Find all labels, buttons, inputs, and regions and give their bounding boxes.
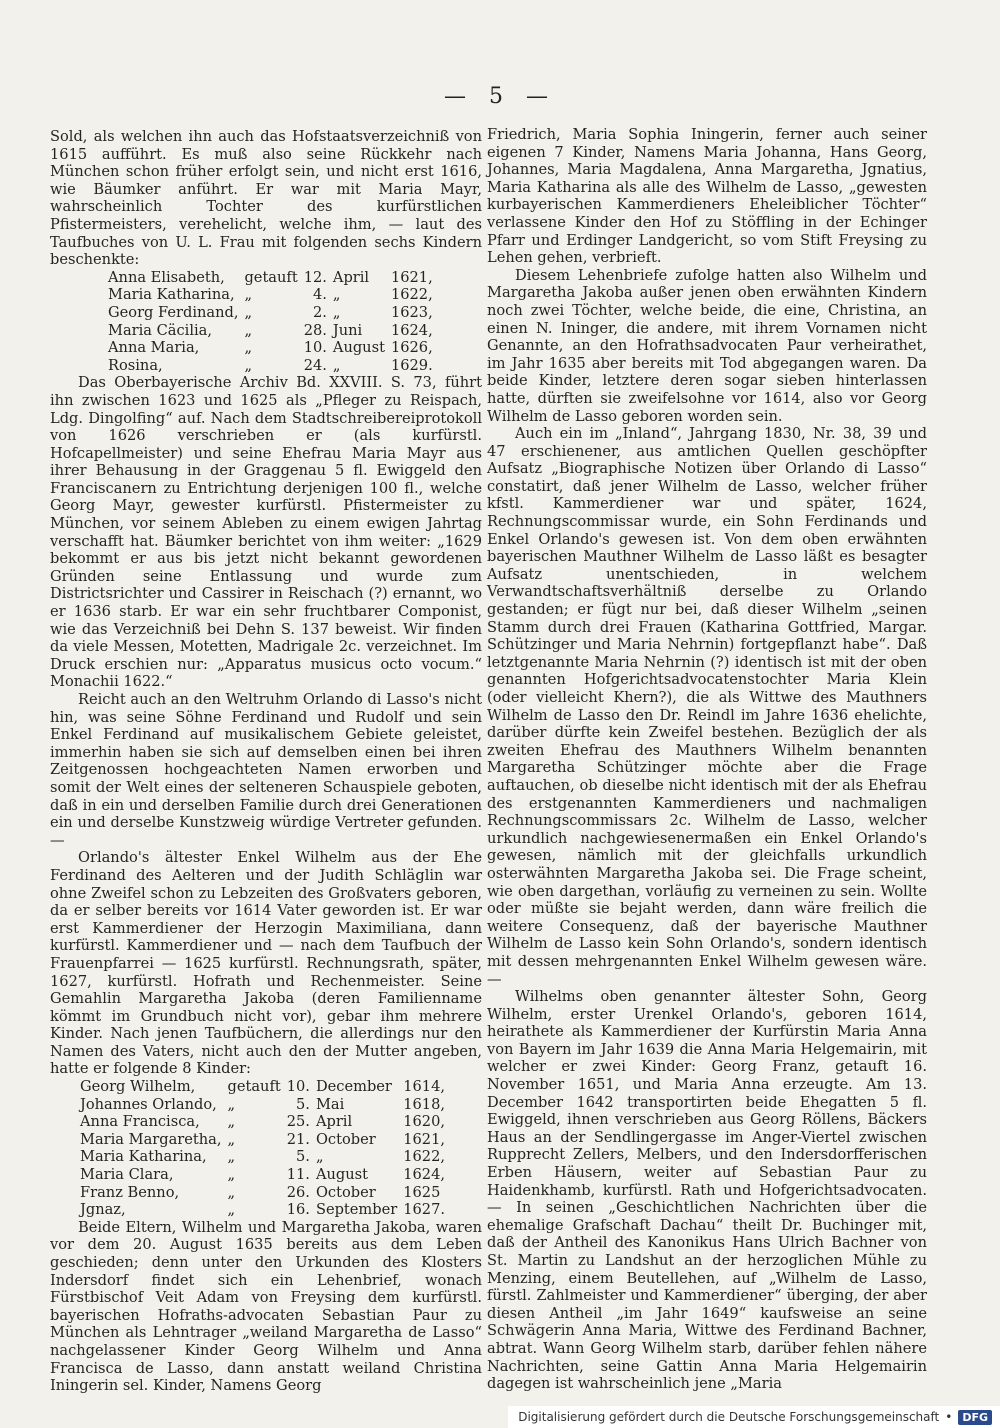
baptism-row <box>80 1131 451 1149</box>
baptism-day: 12. <box>303 268 327 286</box>
paragraph: Das Oberbayerische Archiv Bd. XXVIII. S. 73, führt ihn zwischen 1623 und 1625 als „Pfleger zu Reispach, Ldg. Dingolfing“ auf. Nach dem Stadtschreibereiprotokoll von 1626 verschrieben er (als kurfürstl. Hofcapellmeister) und seine Ehefrau Maria Mayr aus ihrer Behausung in der Graggenau 5 fl. Ewiggeld den Franciscanern zu Entrichtung derjenigen 100 fl., welche Georg Mayr, gewester kurfürstl. Pfistermeister zu München, vor seinem Ableben zu einem ewigen Jahrtag verschafft hat. Bäumker berichtet von ihm weiter: „1629 bekommt er aus bis jetzt nicht bekannt gewordenen Gründen seine Entlassung und wurde zum Districtsrichter und Cassirer in Reischach (?) ernannt, wo er 1636 starb. Er war ein sehr fruchtbarer Componist, wie das Verzeichniß bei Dehn S. 137 beweist. Wir finden da viele Messen, Motetten, Madrigale 2c. verzeichnet. Im Druck erschien nur: „Apparatus musicus octo vocum.“ Monachii 1622.“ <box>50 374 482 691</box>
baptism-row <box>108 322 439 340</box>
baptism-row <box>108 357 439 375</box>
baptism-year: 1626, <box>390 339 433 357</box>
baptism-list-1 <box>108 269 439 375</box>
paragraph: Wilhelms oben genannter ältester Sohn, Georg Wilhelm, erster Urenkel Orlando's, geboren 1614, heirathete als Kammerdiener der Kurfürstin Maria Anna von Bayern im Jahr 1639 die Anna Maria Helgemairin, mit welcher er zwei Kinder: Georg Franz, getauft 16. November 1651, und Maria Anna erzeugte. Am 13. December 1642 transportirten beide Ehegatten 5 fl. Ewiggeld, ihnen verschrieben aus Georg Röllens, Bäckers Haus an der Sendlingergasse im Anger-Viertel zwischen Rupprecht Zellers, Melbers, und den Indersdorfferischen Erben Häusern, weiter auf Sebastian Paur zu Haidenkhamb, kurfürstl. Rath und Hofgerichtsadvocaten. — In seinen „Geschichtlichen Nachrichten über die ehemalige Grafschaft Dachau“ theilt Dr. Buchinger mit, daß der Antheil des Kanonikus Hans Ulrich Bachner von St. Martin zu Landshut an der herzoglichen Mühle zu Menzing, einem Beutellehen, auf „Wilhelm de Lasso, fürstl. Zahlmeister und Kammerdiener“ überging, der aber diesen Antheil „im Jahr 1649“ kaufsweise an seine Schwägerin Anna Maria, Wittwe des Ferdinand Bachner, abtrat. Wann Georg Wilhelm starb, darüber fehlen nähere Nachrichten, seine Gattin Anna Maria Helgemairin dagegen ist wahrscheinlich jene „Maria <box>487 988 927 1393</box>
baptism-row <box>80 1113 451 1131</box>
baptism-label: „ <box>227 1095 236 1113</box>
baptism-month: „ <box>332 356 341 374</box>
baptism-day: 10. <box>303 339 327 357</box>
baptism-month: „ <box>332 286 341 304</box>
baptism-label: „ <box>227 1166 236 1184</box>
paragraph: Diesem Lehenbriefe zufolge hatten also Wilhelm und Margaretha Jakoba außer jenen oben erwähnten Kindern noch zwei Töchter, welche beide, die eine, Christina, an einen N. Ininger, die andere, mit ihrem Vornamen nicht Genannte, an den Hofrathsadvocaten Paur verheirathet, im Jahr 1635 aber bereits mit Tod abgegangen waren. Da beide Kinder, letztere deren sogar sieben hinterlassen hatte, dürften sie zweifelsohne vor 1614, also vor Georg Wilhelm de Lasso geboren worden sein. <box>487 266 927 425</box>
baptism-year: 1618, <box>403 1095 446 1113</box>
paragraph: Friedrich, Maria Sophia Iningerin, ferner auch seiner eigenen 7 Kinder, Namens Maria Johanna, Hans Georg, Johannes, Maria Magdalena, Anna Margaretha, Jgnatius, Maria Katharina als alle des Wilhelm de Lasso, „gewesten kurbayerischen Kammerdieners Eheleiblicher Töchter“ verlassene Kinder den Hof zu Stöffling in der Echinger Pfarr und Erdinger Landgericht, so vom Stift Freysing zu Lehen gehen, verbrieft. <box>487 126 927 267</box>
baptism-name: Rosina, <box>108 356 163 374</box>
baptism-year: 1621, <box>403 1130 446 1148</box>
baptism-year: 1620, <box>403 1113 446 1131</box>
baptism-name: Georg Wilhelm, <box>80 1078 196 1096</box>
baptism-list-2 <box>80 1078 451 1219</box>
baptism-row <box>108 339 439 357</box>
baptism-label: getauft <box>227 1078 281 1096</box>
baptism-day: 25. <box>286 1113 310 1131</box>
baptism-name: Franz Benno, <box>80 1183 180 1201</box>
baptism-year: 1622, <box>403 1148 446 1166</box>
baptism-label: „ <box>244 356 253 374</box>
baptism-month: „ <box>332 303 341 321</box>
baptism-name: Anna Elisabeth, <box>108 268 225 286</box>
baptism-day: 16. <box>286 1201 310 1219</box>
baptism-day: 5. <box>296 1095 310 1113</box>
paragraph: Orlando's ältester Enkel Wilhelm aus der Ehe Ferdinand des Aelteren und der Judith Schläglin war ohne Zweifel schon zu Lebzeiten des Großvaters geboren, da er selber bereits vor 1614 Vater geworden ist. Er war erst Kammerdiener der Herzogin Maximiliana, dann kurfürstl. Kammerdiener und — nach dem Taufbuch der Frauenpfarrei — 1625 kurfürstl. Rechnungsrath, später, 1627, kurfürstl. Hofrath und Rechenmeister. Seine Gemahlin Margaretha Jakoba (deren Familienname kömmt im Grundbuch nicht vor), gebar ihm mehrere Kinder. Nach jenen Taufbüchern, die allerdings nur den Namen des Vaters, nicht auch den der Mutter angeben, hatte er folgende 8 Kinder: <box>50 849 482 1078</box>
baptism-name: Maria Katharina, <box>108 286 235 304</box>
baptism-label: „ <box>227 1201 236 1219</box>
baptism-row <box>80 1148 451 1166</box>
baptism-day: 28. <box>303 321 327 339</box>
baptism-label: „ <box>227 1130 236 1148</box>
baptism-month: April <box>315 1113 353 1131</box>
paragraph: Auch ein im „Inland“, Jahrgang 1830, Nr. 38, 39 und 47 erschienener, aus amtlichen Quellen geschöpfter Aufsatz „Biographische Notizen über Orlando di Lasso“ constatirt, daß jener Wilhelm de Lasso, welcher früher kfstl. Kammerdiener war und später, 1624, Rechnungscommissar wurde, ein Sohn Ferdinands und Enkel Orlando's gewesen ist. Von dem oben erwähnten bayerischen Mauthner Wilhelm de Lasso läßt es besagter Aufsatz unentschieden, in welchem Verwandtschaftsverhältniß derselbe zu Orlando gestanden; er fügt nur bei, daß dieser Wilhelm „seinen Stamm durch drei Frauen (Katharina Gottfried, Margar. Schützinger und Maria Nehrnin) fortgepflanzt habe“. Daß letztgenannte Maria Nehrnin (?) identisch ist mit der oben genannten Hofgerichtsadvocatenstochter Maria Klein (oder vielleicht Khern?), die als Wittwe des Mauthners Wilhelm de Lasso den Dr. Reindl im Jahre 1636 ehelichte, darüber dürfte kein Zweifel bestehen. Bezüglich der als zweiten Ehefrau des Mauthners Wilhelm benannten Margaretha Schützinger möchte aber die Frage auftauchen, ob dieselbe nicht identisch mit der als Ehefrau des erstgenannten Kammerdieners und nachmaligen Rechnungscommissars 2c. Wilhelm de Lasso, welcher urkundlich nachgewiesenermaßen ein Enkel Orlando's gewesen, nämlich mit der gleichfalls urkundlich osterwähnten Margaretha Jakoba sei. Die Frage scheint, wie oben dargethan, vorläufig zu verneinen zu sein. Wollte oder müßte sie bejaht werden, dann wäre freilich die weitere Consequenz, daß der bayerische Mauthner Wilhelm de Lasso kein Sohn Orlando's, sondern identisch mit dessen mehrgenannten Enkel Wilhelm gewesen wäre. — <box>487 425 927 988</box>
baptism-year: 1622, <box>390 286 433 304</box>
left-column <box>50 128 482 1395</box>
baptism-name: Jgnaz, <box>80 1201 126 1219</box>
baptism-day: 2. <box>312 303 327 321</box>
page-number: — 5 — <box>444 84 556 109</box>
baptism-month: August <box>315 1166 368 1184</box>
right-column <box>487 126 927 1393</box>
baptism-day: 21. <box>286 1130 310 1148</box>
baptism-month: December <box>315 1078 392 1096</box>
baptism-month: Mai <box>315 1095 345 1113</box>
baptism-month: August <box>332 339 385 357</box>
baptism-month: October <box>315 1183 376 1201</box>
baptism-name: Anna Maria, <box>108 339 200 357</box>
baptism-month: April <box>332 268 370 286</box>
baptism-day: 11. <box>286 1166 310 1184</box>
baptism-year: 1624, <box>390 321 433 339</box>
baptism-name: Georg Ferdinand, <box>108 303 239 321</box>
baptism-month: Juni <box>332 321 363 339</box>
baptism-label: „ <box>244 303 253 321</box>
baptism-row <box>80 1184 451 1202</box>
baptism-year: 1625 <box>403 1183 441 1201</box>
paragraph: Sold, als welchen ihn auch das Hofstaatsverzeichniß von 1615 aufführt. Es muß also seine Rückkehr nach München schon früher erfolgt sein, und nicht erst 1616, wie Bäumker anführt. Er war mit Maria Mayr, wahrscheinlich Tochter des kurfürstlichen Pfistermeisters, verehelicht, welche ihm, — laut des Taufbuches von U. L. Frau mit folgenden sechs Kindern beschenkte: <box>50 128 482 269</box>
baptism-day: 10. <box>286 1078 310 1096</box>
footer-text: Digitalisierung gefördert durch die Deutsche Forschungsgemeinschaft <box>518 1410 940 1424</box>
baptism-label: „ <box>227 1113 236 1131</box>
baptism-name: Anna Francisca, <box>80 1113 200 1131</box>
baptism-row <box>108 304 439 322</box>
baptism-day: 26. <box>286 1183 310 1201</box>
dfg-logo: DFG <box>958 1410 992 1425</box>
baptism-row <box>80 1201 451 1219</box>
baptism-name: Maria Katharina, <box>80 1148 207 1166</box>
paragraph: Reicht auch an den Weltruhm Orlando di Lasso's nicht hin, was seine Söhne Ferdinand und Rudolf und sein Enkel Ferdinand auf musikalischem Gebiete geleistet, immerhin haben sie sich auf demselben einen bei ihren Zeitgenossen hochgeachteten Namen erworben und somit der Welt eines der selteneren Schauspiele geboten, daß in ein und derselben Familie durch drei Generationen ein und derselbe Kunstzweig würdige Vertreter gefunden. — <box>50 691 482 849</box>
baptism-name: Maria Clara, <box>80 1166 174 1184</box>
baptism-name: Maria Cäcilia, <box>108 321 213 339</box>
baptism-year: 1627. <box>403 1201 446 1219</box>
baptism-name: Johannes Orlando, <box>80 1095 217 1113</box>
baptism-day: 4. <box>312 286 327 304</box>
baptism-year: 1621, <box>390 268 433 286</box>
baptism-year: 1614, <box>403 1078 446 1096</box>
baptism-row <box>108 269 439 287</box>
baptism-row <box>80 1096 451 1114</box>
baptism-label: getauft <box>244 268 298 286</box>
baptism-month: „ <box>315 1148 324 1166</box>
baptism-label: „ <box>244 286 253 304</box>
baptism-month: September <box>315 1201 398 1219</box>
footer <box>508 1406 1000 1428</box>
baptism-row <box>80 1166 451 1184</box>
baptism-label: „ <box>227 1183 236 1201</box>
baptism-label: „ <box>244 321 253 339</box>
baptism-year: 1629. <box>390 356 433 374</box>
baptism-year: 1624, <box>403 1166 446 1184</box>
baptism-label: „ <box>244 339 253 357</box>
baptism-year: 1623, <box>390 303 433 321</box>
baptism-month: October <box>315 1130 376 1148</box>
baptism-label: „ <box>227 1148 236 1166</box>
baptism-day: 24. <box>303 356 327 374</box>
baptism-row <box>80 1078 451 1096</box>
paragraph: Beide Eltern, Wilhelm und Margaretha Jakoba, waren vor dem 20. August 1635 bereits aus dem Leben geschieden; denn unter den Urkunden des Klosters Indersdorf findet sich ein Lehenbrief, wonach Fürstbischof Veit Adam von Freysing dem kurfürstl. bayerischen Hofraths-advocaten Sebastian Paur zu München als Lehntrager „weiland Margaretha de Lasso“ nachgelassener Kinder Georg Wilhelm und Anna Francisca de Lasso, dann anstatt weiland Christina Iningerin sel. Kinder, Namens Georg <box>50 1218 482 1395</box>
baptism-name: Maria Margaretha, <box>80 1130 222 1148</box>
baptism-day: 5. <box>296 1148 310 1166</box>
baptism-row <box>108 286 439 304</box>
footer-separator: • <box>945 1410 953 1424</box>
